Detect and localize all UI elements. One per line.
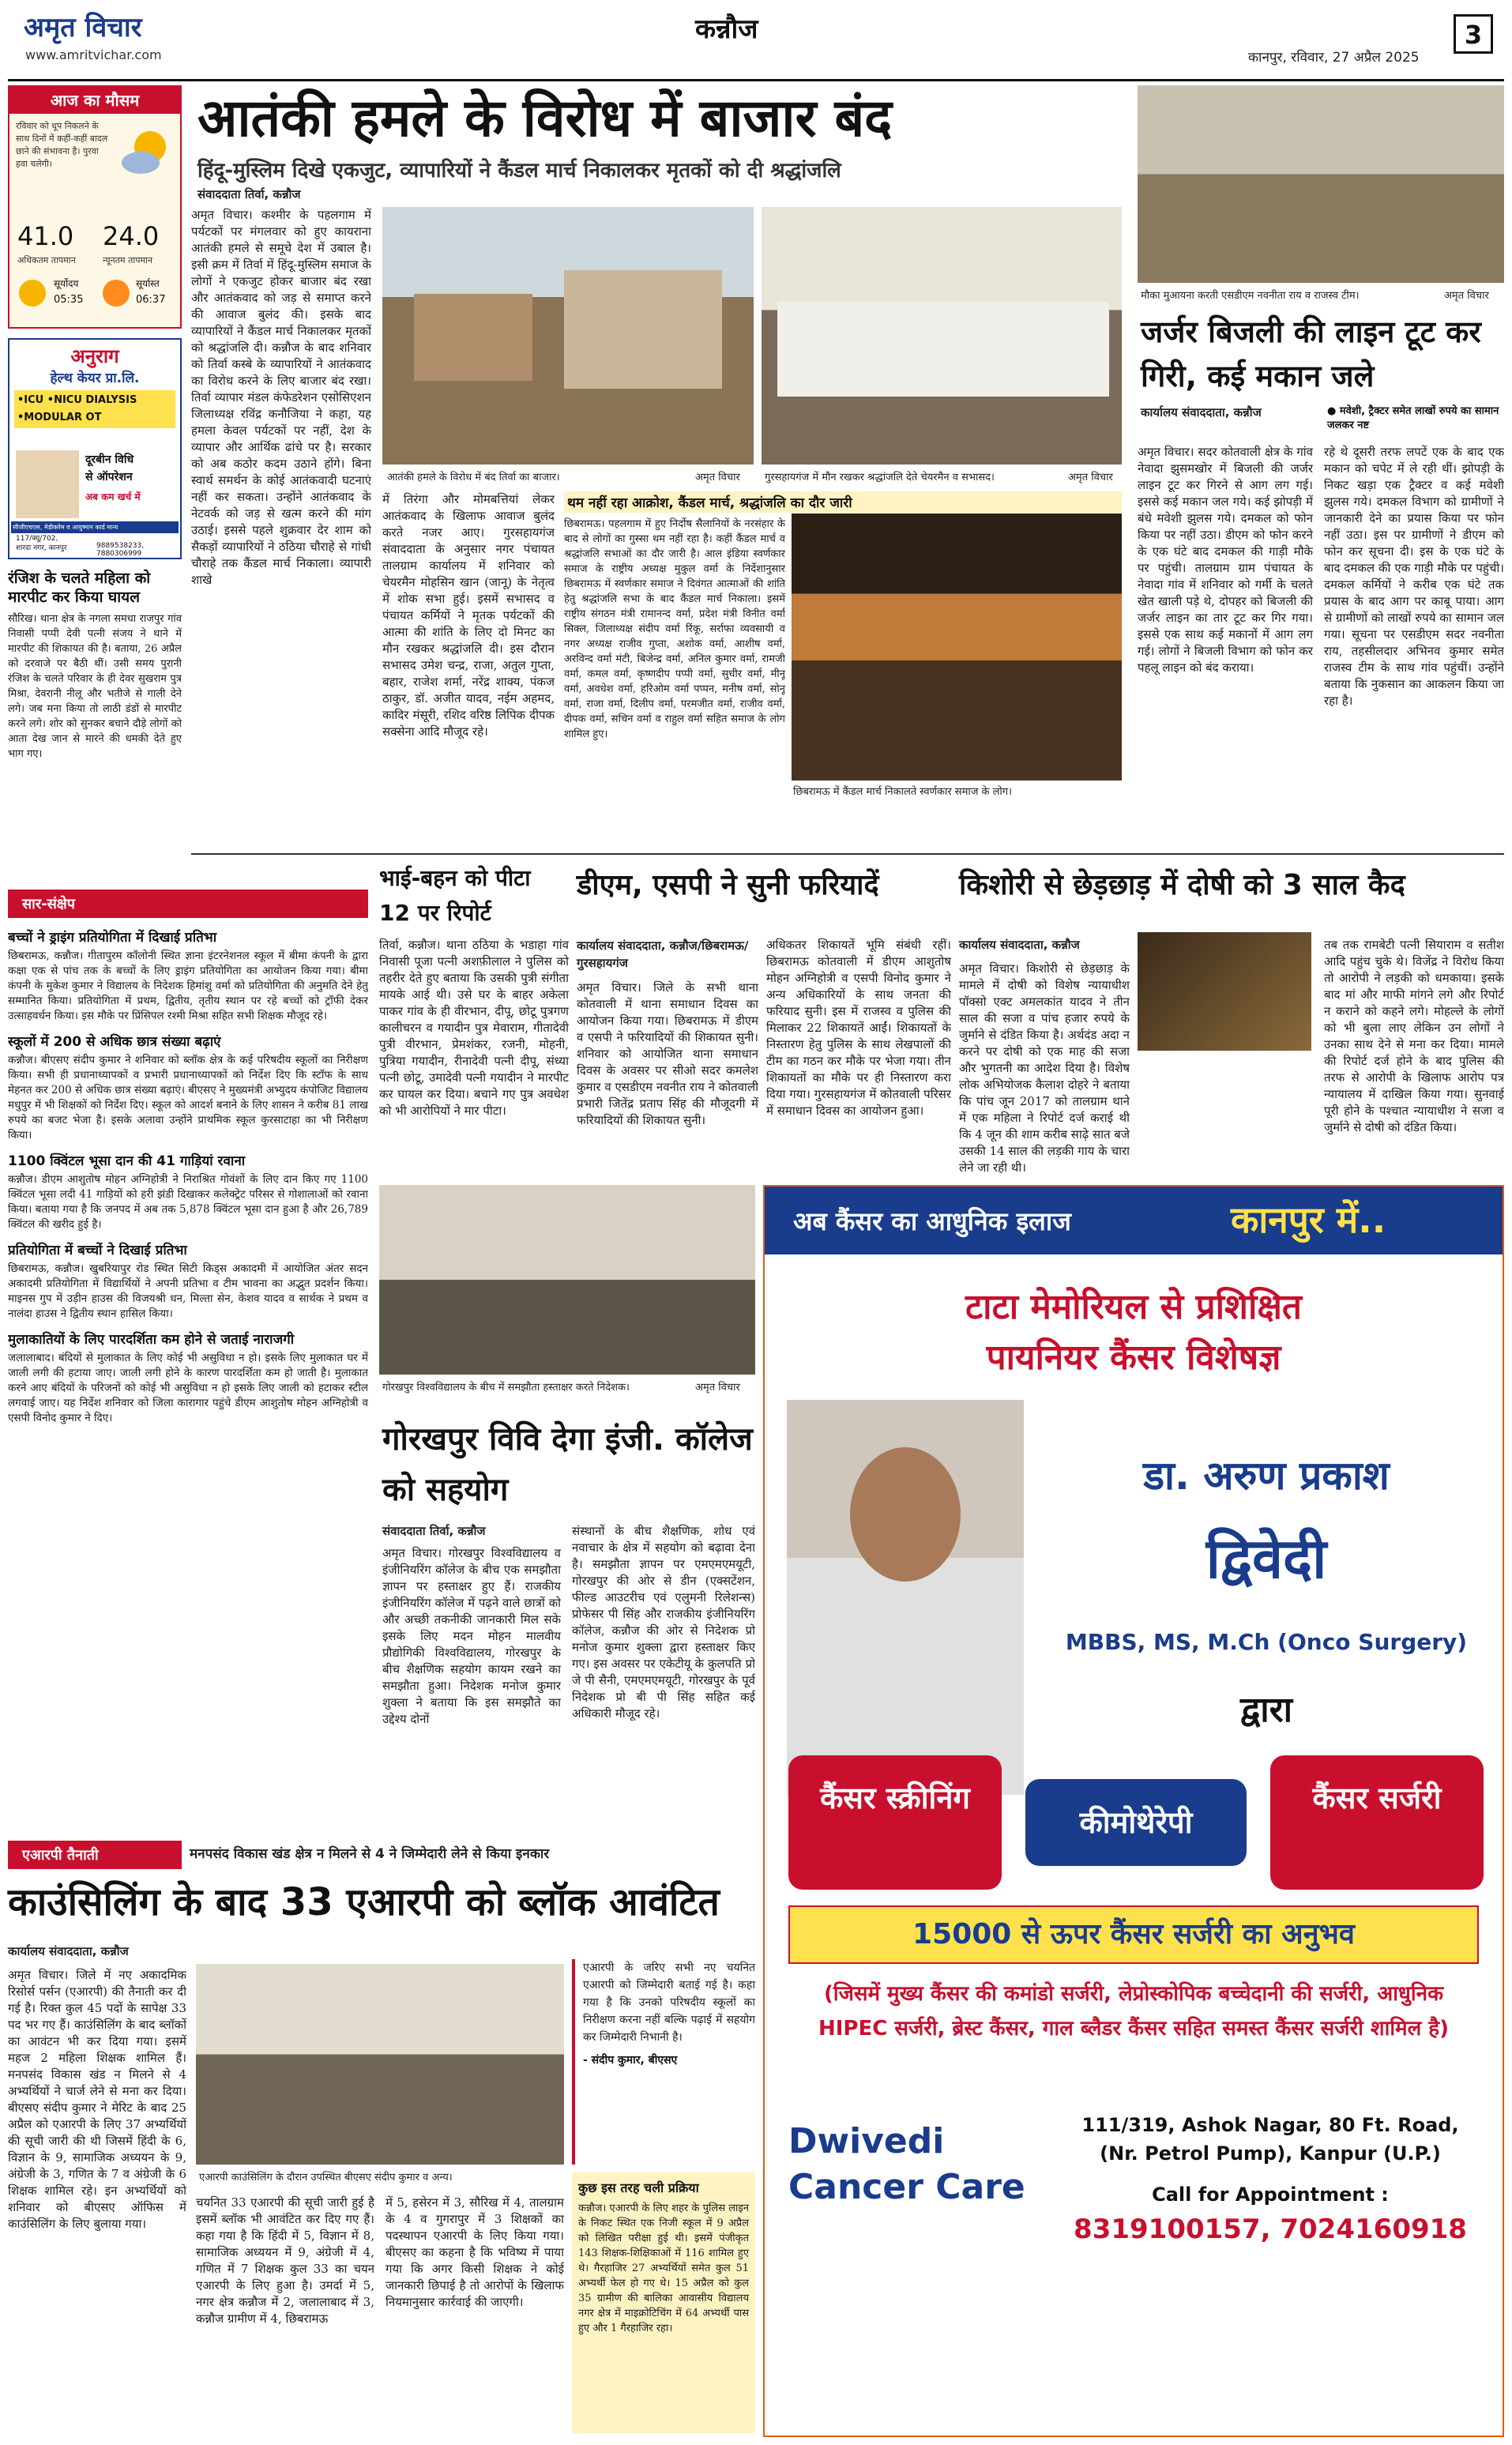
dm-sp-col1: अमृत विचार। जिले के सभी थाना कोतवाली में थाना समाधान दिवस का आयोजन किया गया। छिबरामऊ में डीएम व एसपी ने फरियादियों की शिकायत सुनी। शनिवार को आयोजित थाना समाधान दिवस के अवसर पर सीओ सदर कमलेश कुमार व एसडीएम नवनीत राय ने कोतवाली प्रभारी जितेंद्र प्रताप सिंह की मौजूदगी में फरियादियों की शिकायत सुनी।	[577, 980, 758, 1127]
tribute-photo	[762, 207, 1122, 465]
sunrise-time: 05:35	[54, 294, 84, 306]
gorakhpur-byline: संवाददाता तिर्वा, कन्नौज	[382, 1524, 486, 1538]
hospital-ad-phone: 9889538233, 7880306999	[96, 542, 145, 558]
doctor-degrees: MBBS, MS, M.Ch (Onco Surgery)	[1065, 1629, 1468, 1655]
counselling-photo-caption: एआरपी काउंसिलिंग के दौरान उपस्थित बीएसए संदीप कुमार व अन्य।	[199, 2172, 453, 2184]
arp-box-text: कन्नौज। एआरपी के लिए शहर के पुलिस लाइन के निकट स्थित एक निजी स्कूल में 9 अप्रैल को लिखित परीक्षा हुई थी। इसमें पंजीकृत 143 शिक्षक-शिक्षिकाओं में 116 शामिल हुए थे। गैरहाजिर 27 अभ्यर्थियों समेत कुल 51 अभ्यर्थी फेल हो गए थे। 15 अप्रैल को कुल 35 ग्रामीण की बालिका आवासीय विद्यालय नगर क्षेत्र में माइक्रोटिचिंग में 64 अभ्यर्थी पास हुए और 1 गैरहाजिर रहा।	[578, 2202, 749, 2334]
dm-sp-col2: अधिकतर शिकायतें भूमि संबंधी रहीं। छिबरामऊ कोतवाली में डीएम आशुतोष मोहन अग्निहोत्री व एसपी विनोद कुमार ने अन्य अधिकारियों के साथ जनता की फरियाद सुनी। इस में राजस्व व पुलिस की मिलाकर 22 शिकायतें आईं। शिकायतों के निस्तारण हेतु पुलिस के साथ लेखपालों की टीम का गठन कर मौके पर भेजा गया। तीन शिकायतों का मौके पर ही निस्तारण करा दिया गया। गुरसहायगंज में कोतवाली परिसर में समाधान दिवस का आयोजन हुआ।	[766, 938, 951, 1118]
appointment-phones[interactable]: 8319100157, 7024160918	[1074, 2214, 1467, 2245]
surgery-details: (जिसमें मुख्य कैंसर की कमांडो सर्जरी, लेप्रोस्कोपिक बच्चेदानी की सर्जरी, आधुनिक HIPEC सर्जरी, ब्रेस्ट कैंसर, गाल ब्लैडर कैंसर सहित समस्त कैंसर सर्जरी शामिल है)	[818, 1982, 1449, 2041]
max-temp-label: अधिकतम तापमान	[17, 255, 76, 265]
fire-highlight: ● मवेशी, ट्रैक्टर समेत लाखों रुपये का सामान जलकर नष्ट	[1327, 405, 1499, 431]
arp-col2: चयनित 33 एआरपी की सूची जारी हुई है इसमें ब्लॉक भी आवंटित कर दिए गए हैं। कहा गया है कि हिंदी में 5, विज्ञान में 8, सामाजिक अध्ययन में 9, अंग्रेजी में 4, गणित में 7 शिक्षक कुल 33 का चयन एआरपी के लिए हुआ है। उमर्दा में 5, नगर क्षेत्र कन्नौज में 2, जलालाबाद में 3, कन्नौज ग्रामीण में 4, छिबरामऊ	[196, 2195, 374, 2326]
arp-quote-author: - संदीप कुमार, बीएसए	[583, 2054, 678, 2067]
fire-col2: रहे थे दूसरी तरफ लपटें एक के बाद एक मकान को चपेट में ले रही थीं। झोपड़ी के निकट खड़ा एक ट्रैक्टर व कई मवेशी झुलस गये। दमकल विभाग को ग्रामीणों ने जानकारी देने का प्रयास किया पर फोन नहीं उठा। इस पर ग्रामीणों ने डीएम को फोन कर सूचना दी। इस के एक घंटे के बाद दमकल की एक गाड़ी मौके पर पहुंची। दमकल कर्मियों ने करीब एक घंटे तक प्रयास के बाद आग पर काबू पाया। आग से ग्रामीणों को लाखों रुपये का सामान जल गया। सूचना पर एसडीएम सदर नवनीता राय, तहसीलदार अभिनव कुमार समेत राजस्व टीम के साथ गांव पहुंचीं। उन्होंने बताया कि नुकसान का आकलन किया जा रहा है।	[1324, 445, 1504, 708]
main-subheadline: हिंदू-मुस्लिम दिखे एकजुट, व्यापारियों ने कैंडल मार्च निकालकर मृतकों को दी श्रद्धांजलि	[197, 159, 841, 182]
arp-col1: अमृत विचार। जिले में नए अकादमिक रिसोर्स पर्सन (एआरपी) की तैनाती कर दी गई है। रिक्त कुल 45 पदों के सापेक्ष 33 पद भर गए हैं। काउंसिलिंग के बाद ब्लॉकों का आवंटन भी कर दिया गया। इसमें महज 2 महिला शिक्षक शामिल हैं। मनपसंद विकास खंड न मिलने से 4 अभ्यर्थियों ने चार्ज लेने से मना कर दिया। बीएसए संदीप कुमार ने मेरिट के बाद 25 अप्रैल को एआरपी के लिए 37 अभ्यर्थियों की सूची जारी की थी जिसमें हिंदी के 6, विज्ञान के 9, सामाजिक अध्ययन के 9, अंग्रेजी के 3, गणित के 7 व अंग्रेजी के 6 शिक्षक शामिल रहे। इन अभ्यर्थियों को शनिवार को बीएसए ऑफिस में काउंसिलिंग के लिए बुलाया गया।	[8, 1968, 186, 2231]
sunset-icon	[103, 280, 130, 307]
main-story-col1: अमृत विचार। कश्मीर के पहलगाम में पर्यटकों पर मंगलवार को हुए कायराना आतंकी हमले से समूचे देश में उबाल है। इसी क्रम में तिर्वा में हिंदू-मुस्लिम समाज के लोगों ने एकजुट होकर बाजार बंद रखा और आतंकवाद को जड़ से समाप्त करने की आवाज बुलंद की। इसके बाद व्यापारियों ने कैंडल मार्च निकालकर मृतकों को श्रद्धांजलि दी। कन्नौज के बाद शनिवार को तिर्वा कस्बे के व्यापारियों ने आतंकवाद का विरोध करने के लिए बाजार बंद रखा। तिर्वा व्यापार मंडल कंफेडरेशन एसोसिएशन जिलाध्यक्ष रविंद्र कनौजिया ने कहा, यह हमला केवल पर्यटकों पर नहीं, देश के व्यापार और आर्थिक ढांचे पर है। सरकार को अब कठोर कदम उठाने होंगे। बिना स्वार्थ समर्थन के कोई आतंकवादी घटनाएं नहीं कर सकता। उन्होंने आतंकवाद के नेटवर्क को जड़ से खत्म करने की मांग उठाई। इससे पहले शुक्रवार देर शाम को सैकड़ों व्यापारियों ने ठठिया चौराहे से गांधी चौराहे तक कैंडल मार्च निकाला। व्यापारी शाखे	[191, 208, 371, 587]
saar-item-title: प्रतियोगिता में बच्चों ने दिखाई प्रतिभा	[8, 1243, 187, 1258]
bhai-behan-headline: भाई-बहन को पीटा 12 पर रिपोर्ट	[379, 865, 531, 926]
hospital-ad-address-1: 117/क्यू/702,	[16, 535, 58, 543]
row-divider	[191, 853, 1504, 855]
main-headline: आतंकी हमले के विरोध में बाजार बंद	[197, 88, 893, 149]
candle-march-caption: छिबरामऊ में कैंडल मार्च निकालते स्वर्णकार समाज के लोग।	[793, 786, 1013, 798]
saar-item-text: कन्नौज। डीएम आशुतोष मोहन अग्निहोत्री ने निराश्रित गोवंशों के लिए दान किए गए 1100 क्विंटल भूसा लदी 41 गाड़ियों को हरी झंडी दिखाकर कलेक्ट्रेट परिसर से गोशालाओं को रवाना किया। बताया गया है कि जनपद में अब तक 5,878 क्विंटल भूसा दान हुआ है और 26,789 क्विंटल की खरीद हुई है।	[8, 1173, 368, 1231]
min-temp-label: न्यूनतम तापमान	[103, 255, 152, 265]
inset-story	[564, 491, 1122, 839]
hospital-address: 111/319, Ashok Nagar, 80 Ft. Road, (Nr. Petrol Pump), Kanpur (U.P.)	[1081, 2114, 1459, 2165]
arp-kicker: मनपसंद विकास खंड क्षेत्र न मिलने से 4 ने जिम्मेदारी लेने से किया इनकार	[190, 1846, 550, 1862]
fire-photo-caption: मौका मुआयना करती एसडीएम नवनीता राय व राजस्व टीम।	[1141, 290, 1360, 302]
doctor-name-prefix: डा. अरुण प्रकाश	[1143, 1453, 1390, 1499]
left-brief	[8, 569, 182, 885]
main-byline: संवाददाता तिर्वा, कन्नौज	[197, 187, 301, 201]
max-temp: 41.0	[17, 221, 74, 251]
arp-quote-text: एआरपी के जरिए सभी नए चयनित एआरपी को जिम्मेदारी बताई गई है। कहा गया है कि उनको परिषदीय स्कूलों का निरीक्षण करना नहीं बल्कि पढ़ाई में सहयोग कर जिम्मेदारी निभानी है।	[583, 1962, 755, 2044]
cancer-doctor-photo	[787, 1400, 1024, 1795]
market-photo-credit: अमृत विचार	[695, 472, 740, 483]
cancer-ad-line1: टाटा मेमोरियल से प्रशिक्षित	[965, 1287, 1302, 1327]
gorakhpur-col1: अमृत विचार। गोरखपुर विश्वविद्यालय व इंजीनियरिंग कॉलेज के बीच एक समझौता ज्ञापन पर हस्ताक्षर हुए हैं। राजकीय इंजीनियरिंग कॉलेज में पढ़ने वाले छात्रों को और अच्छी तकनीकी जानकारी मिल सके इसके लिए मदन मोहन मालवीय प्रौद्योगिकी विश्वविद्यालय, गोरखपुर के बीच शैक्षणिक सहयोग कायम रखने का समझौता हुआ। निदेशक मनोज कुमार शुक्ला ने बताया कि इस समझौते का उद्देश्य दोनों	[382, 1546, 561, 1726]
tribute-photo-caption: गुरसहायगंज में मौन रखकर श्रद्धांजलि देते चेयरमैन व सभासद।	[765, 472, 995, 483]
saar-item-text: जलालाबाद। बंदियों से मुलाकात के लिए कोई भी असुविधा न हो। इसके लिए मुलाकात घर में जाली लगी की हटाया जाए। जाली लगी होने के कारण पारदर्शिता कम हो जाती है। मुलाकात करने आए बंदियों के परिजनों को कोई भी असुविधा न हो इसके लिए जाली को हटाकर स्टील लगवाई जाए। यह निर्देश शनिवार को जिला कारागार पहुंचे डीएम आशुतोष मोहन अग्निहोत्री व एसपी विनोद कुमार ने दिए।	[8, 1352, 368, 1424]
arp-tag: एआरपी तैनाती	[8, 1841, 182, 1869]
hospital-ad-tagline-1: दूरबीन विधि	[85, 453, 134, 466]
masthead-logo[interactable]: अमृत विचार	[24, 12, 142, 43]
kishori-col2: तब तक रामबेटी पत्नी सियाराम व सतीश आदि पहुंच चुके थे। विजेंद्र ने विरोध किया तो आरोपी ने लड़की को धमकाया। इसके बाद मां और माफी मांगने लगे और रिपोर्ट न कराने को कहने लगे। मोहल्ले के लोगों को भी बुला लाए लेकिन उन लोगों ने उनका साथ देने से मना कर दिया। मामले की रिपोर्ट दर्ज होने के बाद पुलिस की तरफ से आरोपी के खिलाफ आरोप पत्र न्यायालय में दाखिल किया गया। सुनवाई पूरी होने के पश्चात न्यायाधीश ने सजा व जुर्माने से दोषी को दंडित किया।	[1324, 938, 1504, 1134]
tribute-photo-credit: अमृत विचार	[1068, 472, 1113, 483]
masthead	[0, 0, 1512, 79]
sunrise-icon	[19, 280, 46, 307]
saar-sankshep-list	[8, 920, 368, 1836]
fire-site-photo	[1138, 85, 1504, 283]
saar-item-text: छिबरामऊ, कन्नौज। खुबरियापुर रोड स्थित सिटी किड्स अकादमी में आयोजित अंतर सदन अकादमी प्रतियोगिता में विद्यार्थियों ने अपनी प्रतिभा व टीम भावना का अद्भुत प्रदर्शन किया। माइनस गुप में उड़ीन हाउस की विजयश्री धन, मिल्ता सेन, केशव यादव व सार्थक ने प्रथम व नालंदा हाउस ने द्वितीय स्थान हासिल किया।	[8, 1262, 368, 1320]
cancer-ad-top-line: अब कैंसर का आधुनिक इलाज	[793, 1206, 1071, 1236]
saar-item-title: 1100 क्विंटल भूसा दान की 41 गाड़ियां रवाना	[8, 1153, 246, 1169]
doctor-photo	[16, 450, 79, 518]
saar-sankshep-tag: सार-संक्षेप	[8, 890, 368, 918]
candle-march-photo	[792, 513, 1122, 781]
hospital-ad-schemes: सीजीएचएस, मेडीक्लेम व आयुष्मान कार्ड मान्य	[11, 521, 179, 533]
sunset-time: 06:37	[136, 294, 166, 306]
hospital-ad[interactable]	[8, 338, 182, 559]
weather-box	[8, 85, 182, 329]
saar-item-title: मुलाकातियों के लिए पारदर्शिता कम होने से जताई नाराजगी	[8, 1332, 295, 1348]
kishori-headline: किशोरी से छेड़छाड़ में दोषी को 3 साल कैद	[959, 869, 1405, 901]
hospital-name: Dwivedi Cancer Care	[788, 2121, 1025, 2207]
arp-quote	[572, 1959, 755, 2165]
website-link[interactable]: www.amritvichar.com	[25, 47, 162, 62]
appointment-label: Call for Appointment :	[1152, 2184, 1389, 2206]
dateline: कानपुर, रविवार, 27 अप्रैल 2025	[1248, 50, 1420, 66]
saar-item-title: बच्चों ने ड्राइंग प्रतियोगिता में दिखाई प्रतिभा	[8, 930, 217, 946]
gorakhpur-col2: संस्थानों के बीच शैक्षणिक, शोध एवं नवाचार के क्षेत्र में सहयोग को बढ़ावा देना है। समझौता ज्ञापन पर एमएमएमयूटी, गोरखपुर की ओर से डीन (एक्सटेंशन, फील्ड आउटरीच एवं एलुमनी रिलेशन्स) प्रोफेसर पी सिंह और राजकीय इंजीनियरिंग कॉलेज, कन्नौज की ओर से निदेशक प्रो मनोज कुमार शुक्ला द्वारा हस्ताक्षर किए गए। इस अवसर पर एकेटीयू के कुलपति प्रो जे पी सैनी, एमएमएमयूटी, गोरखपुर के पूर्व निदेशक प्रो बी पी सिंह सहित कई अधिकारी मौजूद रहे।	[572, 1524, 755, 1721]
counselling-photo	[196, 1964, 564, 2165]
kishori-byline: कार्यालय संवाददाता, कन्नौज	[959, 938, 1080, 952]
left-brief-headline: रंजिश के चलते महिला को मारपीट कर किया घायल	[8, 570, 151, 606]
hospital-ad-tagline-3: अब कम खर्च में	[85, 491, 141, 502]
gavel-photo	[1138, 932, 1311, 1051]
inset-text: छिबरामऊ। पहलगाम में हुए निर्दोष सैलानियों के नरसंहार के बाद से लोगों का गुस्सा थम नहीं रहा है। कहीं कैंडल मार्च व श्रद्धांजलि सभाओं का दौर जारी है। आल इंडिया स्वर्णकार समाज के राष्ट्रीय अध्यक्ष मुकुल वर्मा के निर्देशानुसार छिबरामऊ में स्वर्णकार समाज ने दिवंगत आत्माओं की शांति हेतु श्रद्धांजलि सभा के बाद कैंडल मार्च निकाला। इसमें राष्ट्रीय संगठन मंत्री रामानन्द वर्मा, प्रदेश मंत्री विनीत वर्मा सिक्ल, जिलाध्यक्ष संदीप वर्मा रिंकू, सर्राफा व्यवसायी व नगर अध्यक्ष राजीव गुप्ता, अशोक वर्मा, आशीष वर्मा, अरविन्द वर्मा मंटी, बिजेन्द्र वर्मा, अनिल कुमार वर्मा, रामजी वर्मा, कमल वर्मा, कृष्णदीप पप्पी वर्मा, सुधीर वर्मा, मीनू वर्मा, अवधेश वर्मा, हरिओम वर्मा पप्पन, मनीष वर्मा, सोनू वर्मा, राजा वर्मा, दिलीप वर्मा, परमजीत वर्मा, राजीव वर्मा, दीपक वर्मा, सचिन वर्मा व राहुल वर्मा सहित समाज के लोग शामिल हुए।	[564, 518, 785, 740]
min-temp: 24.0	[103, 221, 160, 251]
hospital-ad-tagline-2: से ऑपरेशन	[85, 471, 133, 483]
kishori-col1: अमृत विचार। किशोरी से छेड़छाड़ के मामले में दोषी को विशेष न्यायाधीश पॉक्सो एक्ट अमलकांत यादव ने तीन साल की सजा व पांच हजार रुपये के जुर्माने से दंडित किया है। अर्थदंड अदा न करने पर दोषी को एक माह की सजा और भुगतनी का आदेश दिया है। विशेष लोक अभियोजक कैलाश दोहरे ने बताया कि पांच जून 2017 को तालग्राम थाने में एक महिला ने रिपोर्ट दर्ज कराई थी कि 4 जून की शाम करीब साढ़े सात बजे उसकी 14 साल की लड़की गाय के चारा लेने जा रही थी।	[959, 961, 1130, 1174]
service-cancer-screening: कैंसर स्क्रीनिंग	[788, 1755, 1002, 1890]
main-story-col2: में तिरंगा और मोमबत्तियां लेकर आतंकवाद के खिलाफ आवाज बुलंद करते नजर आए। गुरसहायगंज संवाददाता के अनुसार नगर पंचायत तालग्राम कार्यालय में शनिवार को चेयरमैन मोहसिन खान (जानू) के नेतृत्व में शोक सभा हुई। इसमें सभासद व पंचायत कर्मियों ने मृतक पर्यटकों की आत्मा की शांति के लिए दो मिनट का मौन रखकर श्रद्धांजलि दी। इस दौरान सभासद उमेश चन्द्र, राजा, अतुल गुप्ता, बहार, राजेश शर्मा, नरेंद्र शाक्य, पंकज ठाकुर, डॉ. अजीत यादव, नईम अहमद, कादिर मंसूरी, रशिद वरिष्ठ लिपिक दीपक सक्सेना आदि मौजूद रहे।	[382, 492, 555, 739]
hospital-ad-name: अनुराग	[70, 345, 119, 367]
inset-headline: थम नहीं रहा आक्रोश, कैंडल मार्च, श्रद्धांजलि का दौर जारी	[564, 491, 1122, 513]
sunset-label: सूर्यास्त	[136, 278, 160, 289]
market-photo-caption: आतंकी हमले के विरोध में बंद तिर्वा का बाजार।	[387, 472, 560, 483]
hospital-ad-company: हेल्थ केयर प्रा.लि.	[50, 371, 140, 386]
cancer-ad-banner	[765, 1187, 1503, 1254]
dm-sp-headline: डीएम, एसपी ने सुनी फरियादें	[577, 869, 879, 901]
hospital-ad-services: •ICU •NICU DIALYSIS •MODULAR OT	[14, 390, 175, 428]
arp-col3: में 5, हसेरन में 3, सौरिख में 4, तालग्राम के 4 व गुगरापुर में 3 शिक्षकों का पदस्थापन एआरपी के लिए किया गया। बीएसए का कहना है कि भविष्य में पाया गया कि अगर किसी शिक्षक ने कोई जानकारी छिपाई है तो आरोपों के खिलाफ नियमानुसार कार्रवाई की जाएगी।	[386, 2195, 564, 2309]
fire-byline: कार्यालय संवाददाता, कन्नौज	[1141, 405, 1262, 419]
saar-item-title: स्कूलों में 200 से अधिक छात्र संख्या बढ़ाएं	[8, 1034, 221, 1050]
weather-title: आज का मौसम	[9, 87, 180, 114]
arp-box-title: कुछ इस तरह चली प्रक्रिया	[578, 2180, 699, 2195]
sun-cloud-icon	[118, 125, 174, 180]
saar-item-text: छिबरामऊ, कन्नौज। गीतापुरम कॉलोनी स्थित ज्ञाना इंटरनेशनल स्कूल में बीमा कंपनी के द्वारा कक्षा एक से पांच तक के बच्चों के लिए ड्राइंग प्रतियोगिता का आयोजन किया गया। बीमा कंपनी के मुकेश कुमार ने विद्यालय के निदेशक हिमांशु वर्मा को प्रतियोगिता की अनुमति देने हेतु सम्मानित किया। प्रतियोगिता में प्रथम, द्वितीय, तृतीय स्थान पर रहे बच्चों को ट्रॉफी देकर उत्साहवर्धन किया। इस मौके पर प्रिंसिपल रश्मी मिश्रा सहित सभी शिक्षक मौजूद रहे।	[8, 950, 368, 1022]
cancer-ad-line2: पायनियर कैंसर विशेषज्ञ	[986, 1337, 1281, 1378]
experience-banner: 15000 से ऊपर कैंसर सर्जरी का अनुभव	[788, 1905, 1479, 1964]
fire-headline: जर्जर बिजली की लाइन टूट कर गिरी, कई मकान जले	[1141, 314, 1481, 393]
doctor-name-surname: द्विवेदी	[1205, 1526, 1327, 1591]
service-cancer-surgery: कैंसर सर्जरी	[1270, 1755, 1484, 1890]
mou-photo-caption: गोरखपुर विश्वविद्यालय के बीच में समझौता हस्ताक्षर करते निदेशक।	[382, 1382, 630, 1394]
fire-photo-credit: अमृत विचार	[1444, 290, 1489, 302]
mou-signing-photo	[379, 1185, 755, 1375]
service-chemotherapy: कीमोथेरेपी	[1025, 1779, 1247, 1866]
market-photo	[382, 207, 754, 465]
gorakhpur-headline: गोरखपुर विवि देगा इंजी. कॉलेज को सहयोग	[382, 1421, 753, 1508]
saar-item-text: कन्नौज। बीएसए संदीप कुमार ने शनिवार को ब्लॉक क्षेत्र के कई परिषदीय स्कूलों का निरीक्षण किया। सभी ही प्रधानाध्यापकों व प्रभारी प्रधानाध्यापकों को निर्देश दिए कि स्टॉफ के साथ मेहनत कर 200 से अधिक छात्र संख्या बढ़ाएं। बीएसए ने मुख्यमंत्री अभ्युदय कंपोजिट विद्यालय मधुपुर में भी शिक्षकों को निर्देश दिए। स्कूल को आदर्श बनाने के लिए शासन ने करीब 81 लाख रुपये का बजट भेजा है। इसके अलावा उन्होंने प्राथमिक स्कूल कुरसाटाहा का भी निरीक्षण किया।	[8, 1054, 368, 1142]
arp-byline: कार्यालय संवाददाता, कन्नौज	[8, 1944, 129, 1958]
arp-headline: काउंसिलिंग के बाद 33 एआरपी को ब्लॉक आवंटित	[8, 1880, 720, 1924]
hospital-ad-address-2: शारदा नगर, कानपुर	[16, 544, 67, 552]
doctor-by: द्वारा	[1239, 1690, 1293, 1730]
page-number: 3	[1454, 14, 1493, 54]
weather-forecast: रविवार को धूप निकलने के साथ दिनों में कहीं-कहीं बादल छाने की संभावना है। पुरवा हवा चलेगी।	[16, 121, 108, 169]
cancer-ad-city: कानपुर में..	[1231, 1198, 1386, 1241]
mou-photo-credit: अमृत विचार	[695, 1382, 740, 1394]
bhai-behan-text: तिर्वा, कन्नौज। थाना ठठिया के भडाहा गांव निवासी पूजा पत्नी अशफ़ीलाल ने पुलिस को तहरीर देते हुए बताया कि उसकी पुत्री संगीता मायके आई थी। उसे घर के बाहर अकेला पाकर गांव के ही वीरभान, दीपू, छोटू पुत्रगण कालीचरन व गयादीन पुत्र मेवाराम, गीतादेवी पुत्री वीरभान, प्रेमशंकर, रजनी, मोहनी, पुत्रिया गयादीन, रीनादेवी पत्नी दीपू, संध्या पत्नी छोटू, उमादेवी पत्नी गयादीन ने मारपीट कर घायल कर दिया। बचाने गए पुत्र अवधेश को भी आरोपियों ने मार पीटा।	[379, 938, 569, 1118]
section-title: कन्नौज	[695, 13, 758, 45]
fire-col1: अमृत विचार। सदर कोतवाली क्षेत्र के गांव नेवादा झुसमखोर में बिजली की जर्जर लाइन टूट कर गिरने से आग लग गई। इससे कई मकान जल गये। कई झोपड़ी में बंधे मवेशी झुलस गये। दमकल को फोन किया पर नहीं उठा। डीएम को फोन करने के एक घंटे बाद दमकल की गाड़ी मौके पर पहुंची। तालग्राम ग्राम पंचायत के नेवादा गांव में शनिवार को गर्मी के चलते खेत खाली पड़े थे, दोपहर को बिजली की जर्जर लाइन का तार टूट कर गिर गया। इससे एक साथ कई मकानों में आग लग गई। लोगों ने बिजली विभाग को फोन कर पहलू लाइन को बंद कराया।	[1138, 445, 1313, 675]
dm-sp-byline: कार्यालय संवाददाता, कन्नौज/छिबरामऊ/गुरसहायगंज	[577, 939, 749, 970]
masthead-divider	[8, 79, 1504, 81]
sunrise-label: सूर्योदय	[54, 278, 79, 289]
arp-process-box	[572, 2172, 755, 2433]
cancer-ad[interactable]	[763, 1185, 1504, 2437]
left-brief-text: सौरिख। थाना क्षेत्र के नगला समधा राजपुर गांव निवासी पप्पी देवी पत्नी संजय ने थाने में मारपीट की शिकायत की है। बताया, 26 अप्रैल को दरवाजे पर बैठी थीं। उसी समय पुरानी रंजिश के चलते परिवार के ही देवर सुखराम पुत्र मिश्रा, देवरानी नीलू और भतीजे से गाली देने लगे। जब मना किया तो लाठी डंडों से मारपीट करने लगे। शोर को सुनकर बचाने दौड़े लोगों को आता देख जान से मारने की धमकी देते हुए भाग गए।	[8, 613, 182, 760]
